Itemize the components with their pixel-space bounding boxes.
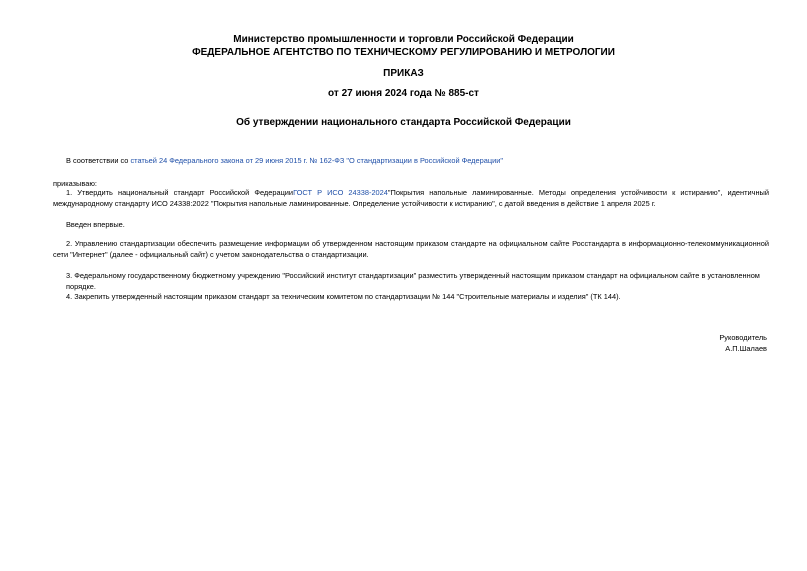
basis-prefix: В соответствии со [66,156,131,165]
agency-name: ФЕДЕРАЛЬНОЕ АГЕНТСТВО ПО ТЕХНИЧЕСКОМУ РЕГУЛИРОВАНИЮ И МЕТРОЛОГИИ [192,47,615,58]
ministry-name: Министерство промышленности и торговли Российской Федерации [233,34,574,45]
gost-standard-link[interactable]: ГОСТ Р ИСО 24338-2024 [293,188,388,197]
intro-note: Введен впервые. [66,220,125,229]
item-1-suffix: "Покрытия напольные ламинированные. Методы определения устойчивости к истиранию", идентичный международному стандарту ИСО 24338:2022 "Покрытия напольные ламинированные. Определение устойчивости к истиранию", с датой введения в действие 1 апреля 2025 г. [53,188,769,208]
order-word: приказываю: [53,179,97,188]
signer-name: А.П.Шалаев [725,344,767,353]
order-title: ПРИКАЗ [383,68,424,79]
item-1-paragraph [53,187,769,209]
item-4-paragraph: 4. Закрепить утвержденный настоящим приказом стандарт за техническим комитетом по стандартизации № 144 "Строительные материалы и изделия" (ТК 144). [66,292,621,301]
basis-paragraph [66,155,769,166]
item-2-paragraph: 2. Управлению стандартизации обеспечить размещение информации об утвержденном настоящим приказом стандарте на официальном сайте Росстандарта в информационно-телекоммуникационной сети "Интернет" (далее - официальный сайт) с учетом законодательства о стандартизации. [53,239,769,259]
order-subject: Об утверждении национального стандарта Российской Федерации [236,117,571,128]
order-date: от 27 июня 2024 года № 885-ст [328,88,479,99]
item-3-paragraph: 3. Федеральному государственному бюджетному учреждению "Российский институт стандартизации" разместить утвержденный настоящим приказом стандарт на официальном сайте в установленном порядке. [66,271,760,291]
federal-law-link[interactable]: статьей 24 Федерального закона от 29 июня 2015 г. № 162-ФЗ "О стандартизации в Российской Федерации" [130,156,503,165]
signer-position: Руководитель [719,333,767,342]
document-header [0,33,807,59]
item-1-prefix: 1. Утвердить национальный стандарт Российской Федерации [66,188,294,197]
signature-block [719,332,767,354]
